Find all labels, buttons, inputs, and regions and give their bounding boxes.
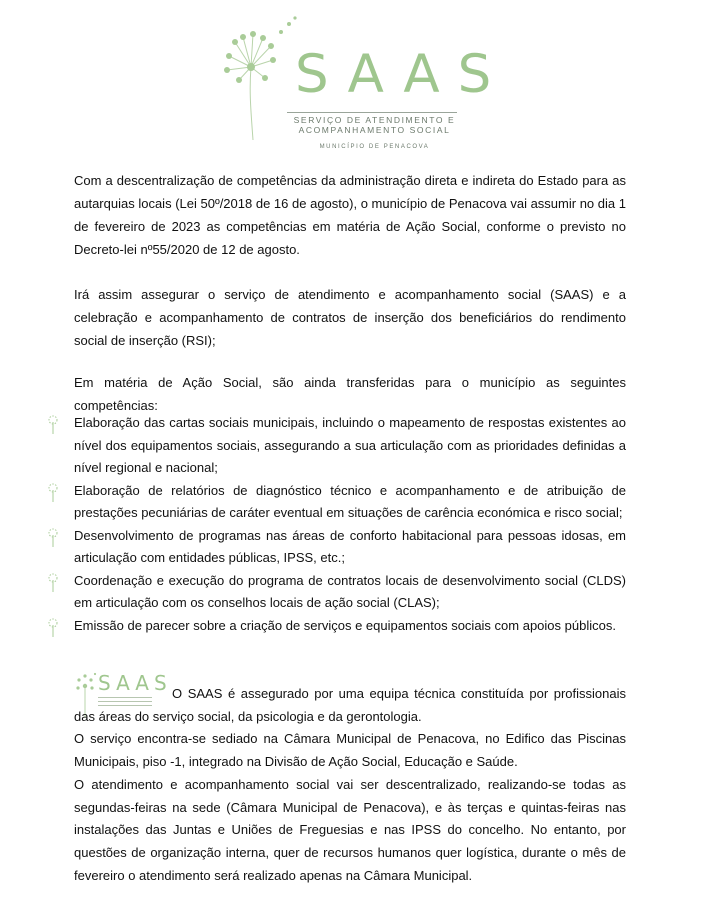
dandelion-bullet-icon xyxy=(46,527,60,547)
list-item-text: Coordenação e execução do programa de contratos locais de desenvolvimento social (CLDS) em articulação com os conselhos locais de ação social (CLAS); xyxy=(74,572,626,610)
logo-subtitle: SERVIÇO DE ATENDIMENTO E ACOMPANHAMENTO SOCIAL xyxy=(293,115,456,135)
dandelion-bullet-icon xyxy=(46,617,60,637)
saas-paragraph: Irá assim assegurar o serviço de atendimento e acompanhamento social (SAAS) e a celebração e acompanhamento de contratos de inserção dos beneficiários do rendimento social de inserção (RSI); xyxy=(74,287,626,348)
logo-title: SAAS xyxy=(295,44,510,105)
list-item xyxy=(74,570,626,615)
logo-divider xyxy=(287,112,457,113)
list-item-text: Elaboração das cartas sociais municipais, incluindo o mapeamento de respostas existentes ao nível dos equipamentos sociais, assegurando a sua articulação com as prioridades definidas a nível regional e nacional; xyxy=(74,415,626,475)
intro-paragraph: Com a descentralização de competências da administração direta e indireta do Estado para as autarquias locais (Lei 50º/2018 de 16 de agosto), o município de Penacova vai assumir no dia 1 de fevereiro de 2023 as competências em matéria de Ação Social, conforme o previsto no Decreto-lei nº55/2020 de 12 de agosto. xyxy=(74,173,626,257)
small-logo-title: SAAS xyxy=(98,671,172,695)
location-paragraph: O serviço encontra-se sediado na Câmara Municipal de Penacova, no Edifico das Piscinas Municipais, piso -1, integrado na Divisão de Ação Social, Educação e Saúde. xyxy=(74,731,626,770)
list-item xyxy=(74,615,626,638)
saas-header-logo xyxy=(215,12,510,150)
team-section xyxy=(74,683,626,887)
list-item xyxy=(74,480,626,525)
competencies-intro: Em matéria de Ação Social, são ainda transferidas para o município as seguintes competências: xyxy=(74,375,626,413)
dandelion-bullet-icon xyxy=(46,414,60,434)
list-item xyxy=(74,525,626,570)
dandelion-bullet-icon xyxy=(46,482,60,502)
dandelion-bullet-icon xyxy=(46,572,60,592)
team-paragraph: O SAAS é assegurado por uma equipa técnica constituída por profissionais das áreas do serviço social, da psicologia e da gerontologia. xyxy=(74,686,626,724)
schedule-paragraph: O atendimento e acompanhamento social vai ser descentralizado, realizando-se todas as segundas-feiras na sede (Câmara Municipal de Penacova), e às terças e quintas-feiras nas instalações das Juntas e Uniões de Freguesias e nas IPSS do concelho. No entanto, por questões de organização interna, quer de recursos humanos quer logística, durante o mês de fevereiro o atendimento será realizado apenas na Câmara Municipal. xyxy=(74,776,626,883)
list-item-text: Emissão de parecer sobre a criação de serviços e equipamentos sociais com apoios públicos. xyxy=(74,617,616,633)
logo-municipality: MUNICÍPIO DE PENACOVA xyxy=(319,144,430,150)
list-item-text: Desenvolvimento de programas nas áreas de conforto habitacional para pessoas idosas, em articulação com entidades públicas, IPSS, etc.; xyxy=(74,527,626,565)
list-item xyxy=(74,412,626,480)
competencies-list xyxy=(74,412,626,637)
list-item-text: Elaboração de relatórios de diagnóstico técnico e acompanhamento e de atribuição de prestações pecuniárias de caráter eventual em situações de carência económica e risco social; xyxy=(74,482,626,520)
